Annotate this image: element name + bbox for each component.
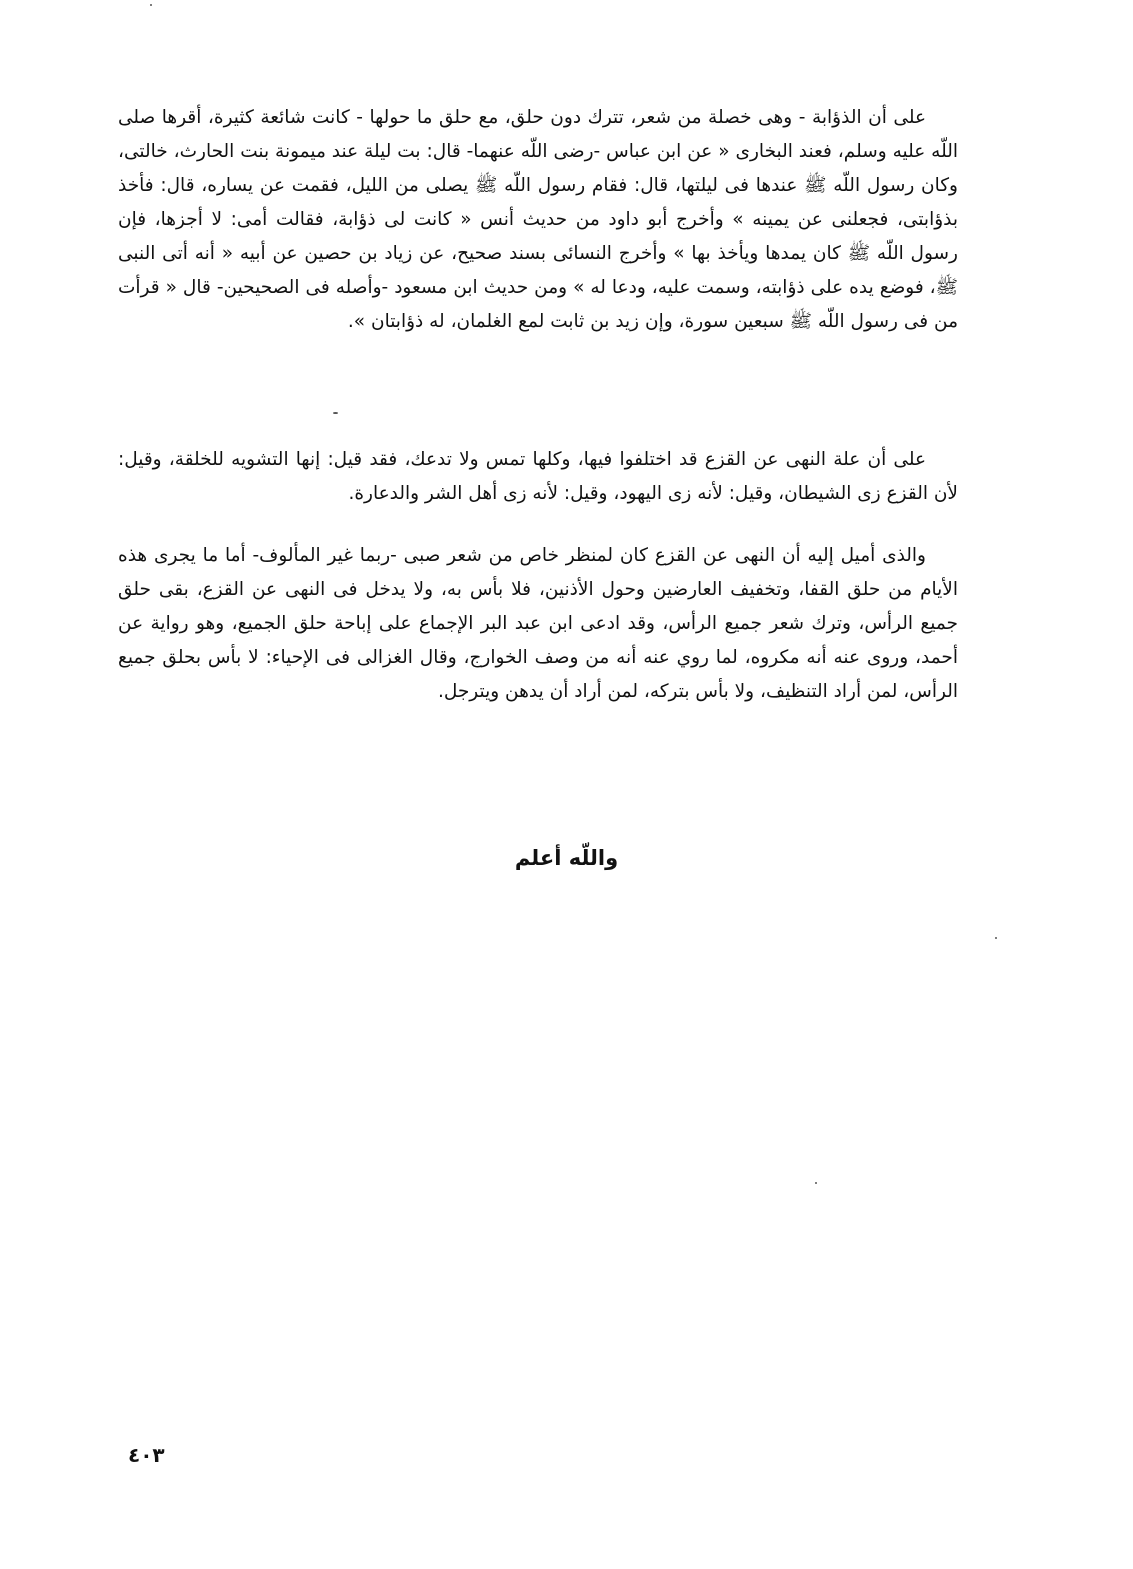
scan-speck bbox=[333, 412, 338, 414]
scan-speck bbox=[150, 4, 152, 6]
paragraph-text: على أن الذؤابة - وهى خصلة من شعر، تترك دون حلق، مع حلق ما حولها - كانت شائعة كثيرة، أقرها صلى اللّه عليه وسلم، فعند البخارى « عن ابن عباس -رضى اللّه عنهما- قال: بت ليلة عند ميمونة بنت الحارث، خالتى، وكان رسول اللّه ﷺ عندها فى ليلتها، قال: فقام رسول اللّه ﷺ يصلى من الليل، فقمت عن يساره، قال: فأخذ بذؤابتى، فجعلنى عن يمينه » وأخرج أبو داود من حديث أنس « كانت لى ذؤابة، فقالت أمى: لا أجزها، فإن رسول اللّه ﷺ كان يمدها ويأخذ بها » وأخرج النسائى بسند صحيح، عن زياد بن حصين عن أبيه « أنه أتى النبى ﷺ، فوضع يده على ذؤابته، وسمت عليه، ودعا له » ومن حديث ابن مسعود -وأصله فى الصحيحين- قال « قرأت من فى رسول اللّه ﷺ سبعين سورة، وإن زيد بن ثابت لمع الغلمان، له ذؤابتان ». bbox=[118, 107, 958, 332]
scan-speck bbox=[815, 1182, 817, 1184]
paragraph-text: على أن علة النهى عن القزع قد اختلفوا فيها، وكلها تمس ولا تدعك، فقد قيل: إنها التشويه للخلقة، وقيل: لأن القزع زى الشيطان، وقيل: لأنه زى اليهود، وقيل: لأنه زى أهل الشر والدعارة. bbox=[118, 449, 958, 504]
closing-phrase: واللّه أعلم bbox=[514, 846, 619, 870]
scan-speck bbox=[995, 937, 997, 939]
paragraph-qaza-reason bbox=[118, 443, 958, 511]
paragraph-text: والذى أميل إليه أن النهى عن القزع كان لمنظر خاص من شعر صبى -ربما غير المألوف- أما ما يجرى هذه الأيام من حلق القفا، وتخفيف العارضين وحول الأذنين، فلا بأس به، ولا يدخل فى النهى عن القزع، بقى حلق جميع الرأس، وترك شعر جميع الرأس، وقد ادعى ابن عبد البر الإجماع على إباحة حلق الجميع، وهو رواية عن أحمد، وروى عنه أنه مكروه، لما روي عنه أنه من وصف الخوارج، وقال الغزالى فى الإحياء: لا بأس بحلق جميع الرأس، لمن أراد التنظيف، ولا بأس بتركه، لمن أراد أن يدهن ويترجل. bbox=[118, 545, 958, 702]
page-number: ٤٠٣ bbox=[128, 1443, 165, 1467]
paragraph-dhuaba bbox=[118, 101, 958, 339]
paragraph-author-opinion bbox=[118, 539, 958, 709]
